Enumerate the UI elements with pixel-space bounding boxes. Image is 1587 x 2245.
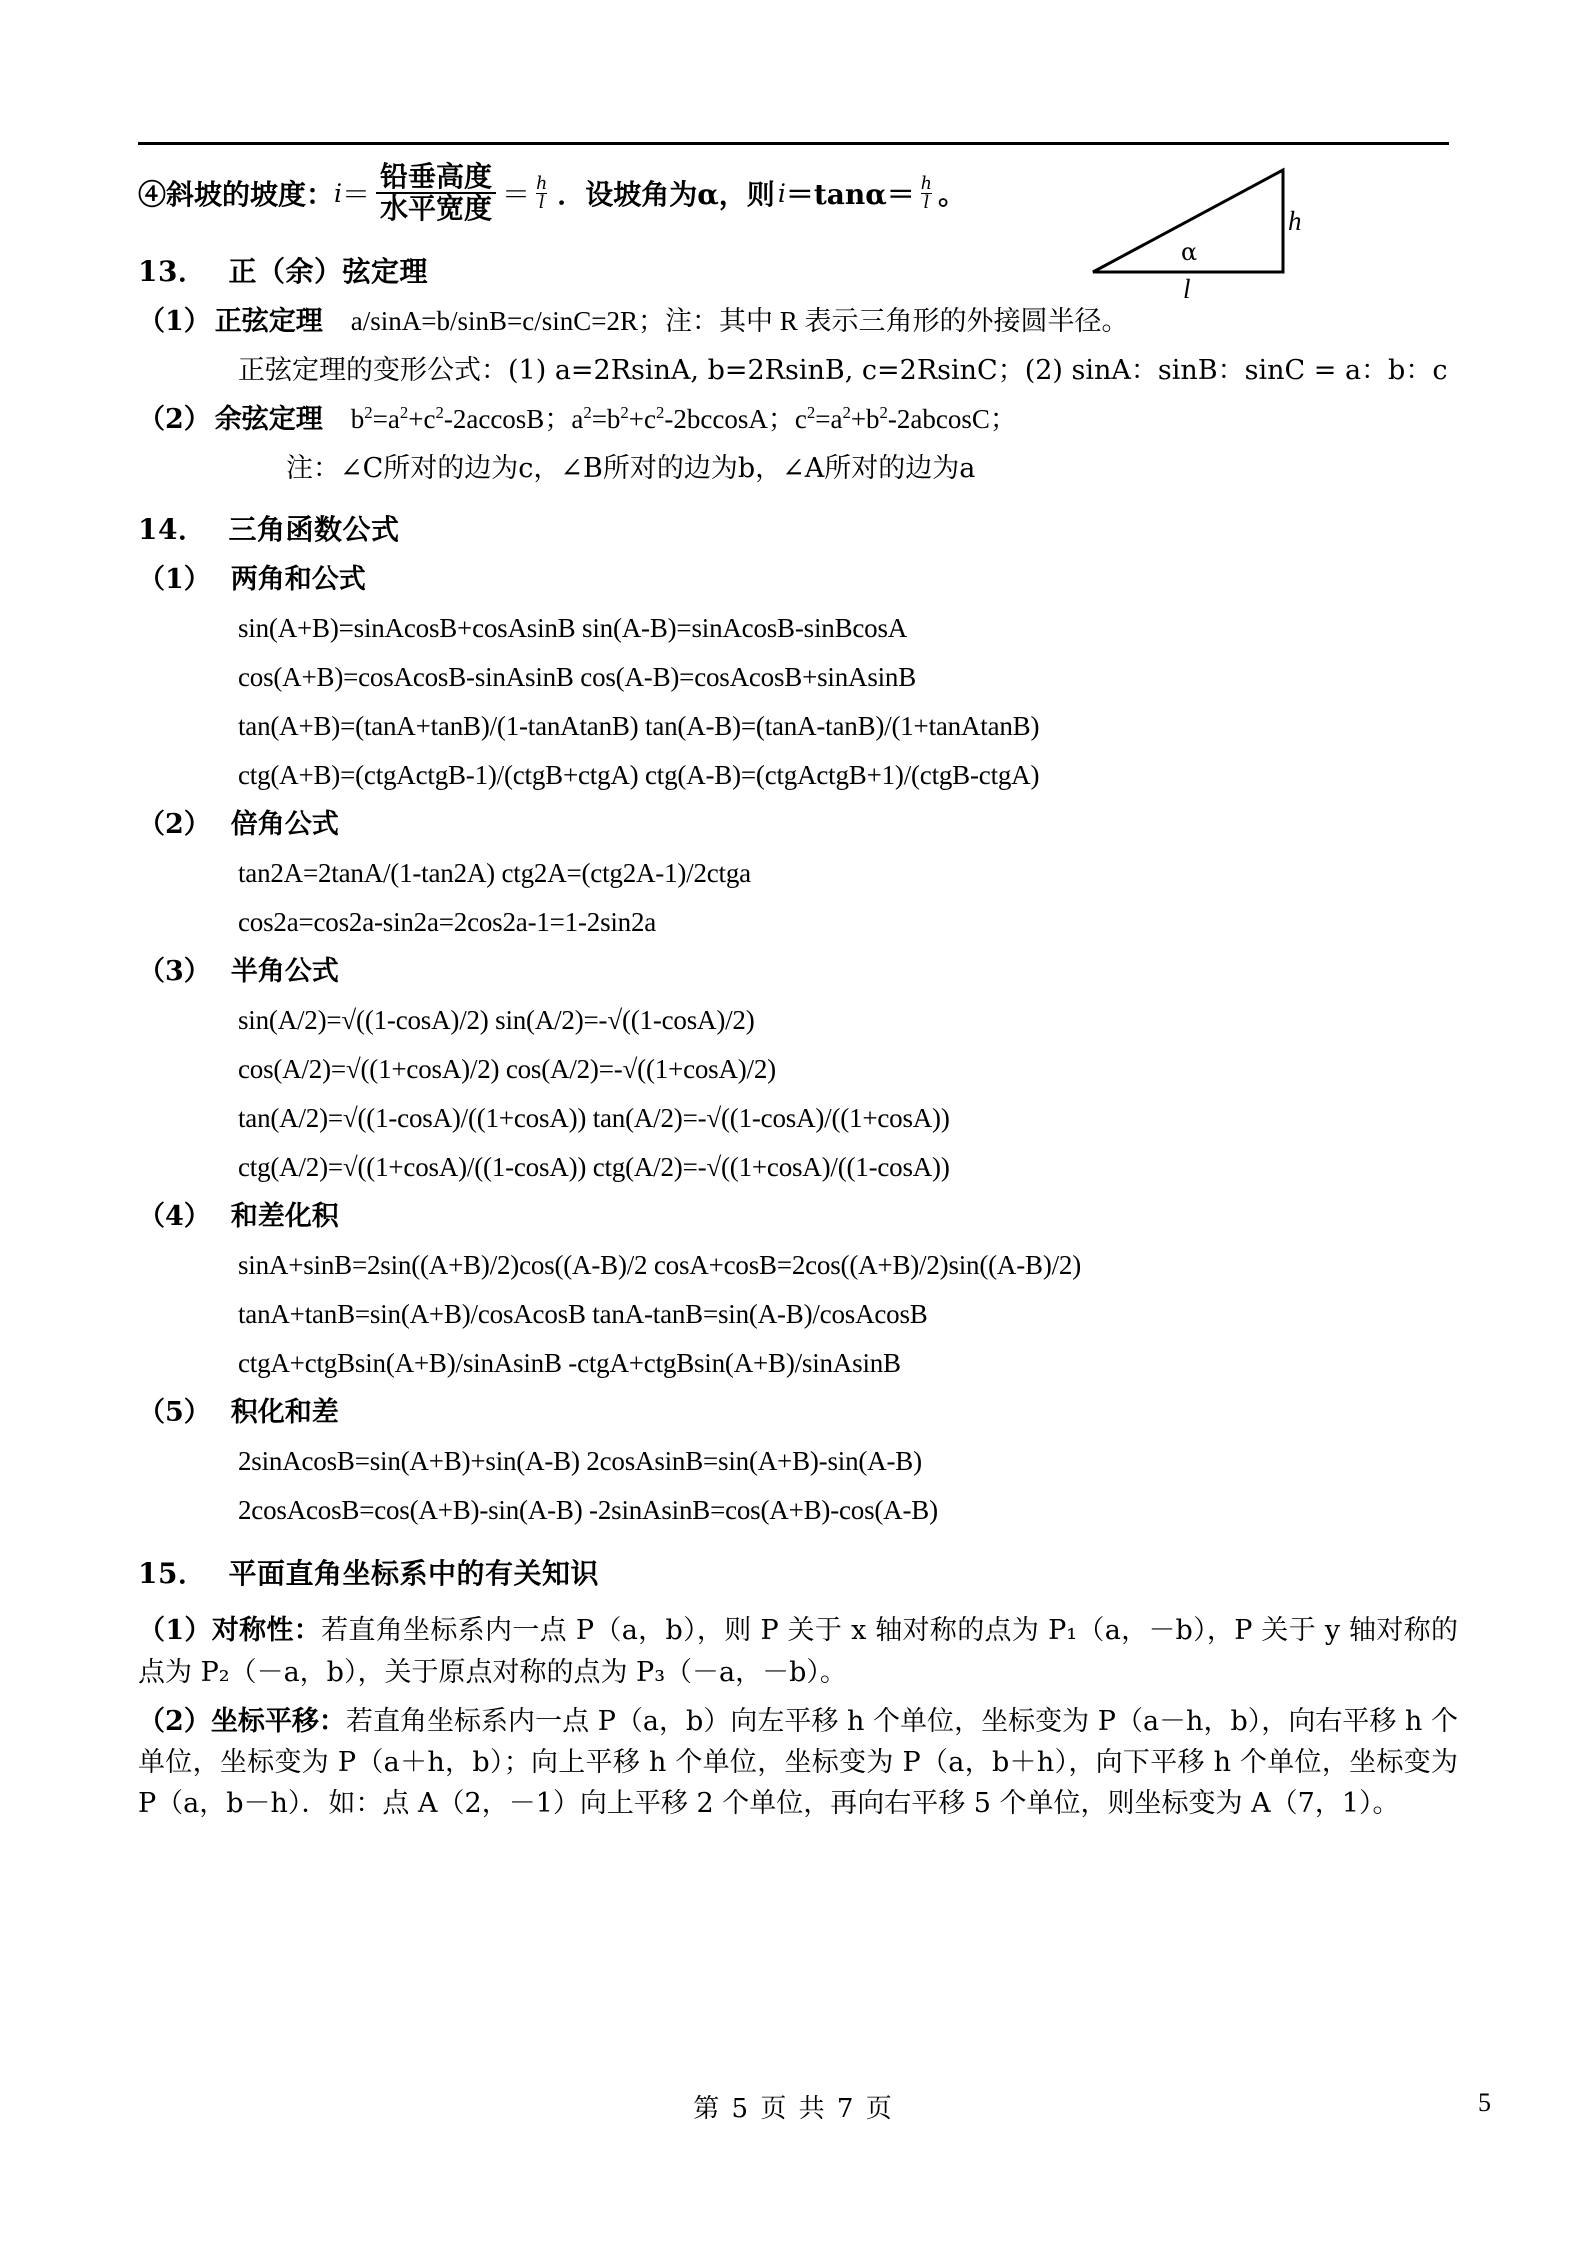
- group-4-line-1: sinA+sinB=2sin((A+B)/2)cos((A-B)/2 cosA+cosB=2cos((A+B)/2)sin((A-B)/2): [238, 1250, 1082, 1281]
- group-5-title: 积化和差: [230, 1397, 339, 1429]
- section-15-heading: [138, 1557, 1458, 1591]
- header-rule: [138, 142, 1449, 145]
- item-2-label: 余弦定理: [214, 404, 323, 436]
- group-3-line-4: ctg(A/2)=√((1+cosA)/((1-cosA)) ctg(A/2)=-√((1+cosA)/((1-cosA)): [238, 1152, 950, 1183]
- footer-page-indicator: 第 5 页 共 7 页: [693, 2094, 894, 2124]
- slope-hl2-num: h: [920, 173, 932, 194]
- section-14-number: 14．: [138, 513, 207, 547]
- section-14-title: 三角函数公式: [228, 513, 400, 547]
- group-4-line-2: tanA+tanB=sin(A+B)/cosAcosB tanA-tanB=sin(A-B)/cosAcosB: [238, 1299, 928, 1330]
- group-4-marker: （4）: [138, 1201, 211, 1233]
- item-2-subline: 注：∠C所对的边为c，∠B所对的边为b，∠A所对的边为a: [286, 453, 976, 485]
- section-13-item-1: [138, 306, 1458, 338]
- slope-eq3: ＝tanα＝: [785, 178, 915, 212]
- item-1-subline: 正弦定理的变形公式：(1) a=2RsinA, b=2RsinB, c=2RsinC；(2) sinA：sinB：sinC = a：b：c: [238, 355, 1448, 387]
- slope-eq2: ＝: [502, 178, 531, 212]
- group-3-line-1: sin(A/2)=√((1-cosA)/2) sin(A/2)=-√((1-cosA)/2): [238, 1005, 755, 1036]
- triangle-label-l: l: [1183, 274, 1191, 304]
- item-1-label: 正弦定理: [214, 306, 323, 338]
- section-14-group-2-heading: [138, 809, 1458, 841]
- group-1-line-4: ctg(A+B)=(ctgActgB-1)/(ctgB+ctgA) ctg(A-B)=(ctgActgB+1)/(ctgB-ctgA): [238, 760, 1040, 791]
- group-3-marker: （3）: [138, 956, 211, 988]
- document-content: [138, 162, 1458, 1824]
- group-3-line-3: tan(A/2)=√((1-cosA)/((1+cosA)) tan(A/2)=-√((1-cosA)/((1+cosA)): [238, 1103, 950, 1134]
- section-13-item-2: [138, 403, 1458, 436]
- item-2-body: $b^2=a^2+c^2-2accosB$；$a^2=b^2+c^2-2bccosA$；$c^2=a^2+b^2-2abcosC$；: [350, 403, 1017, 435]
- triangle-label-alpha: α: [1181, 238, 1198, 266]
- slope-fraction-denominator: 水平宽度: [376, 192, 496, 224]
- section-14-group-3-heading: [138, 956, 1458, 988]
- slope-period: 。: [937, 178, 966, 212]
- group-2-title: 倍角公式: [230, 809, 339, 841]
- section-14-group-5-heading: [138, 1397, 1458, 1429]
- slope-var-i2: i: [777, 178, 786, 208]
- group-1-marker: （1）: [138, 564, 211, 596]
- slope-hl2-den: l: [921, 193, 933, 212]
- section-13-title: 正（余）弦定理: [228, 255, 428, 289]
- group-1-line-2: cos(A+B)=cosAcosB-sinAsinB cos(A-B)=cosAcosB+sinAsinB: [238, 662, 917, 693]
- group-4-line-3: ctgA+ctgBsin(A+B)/sinAsinB -ctgA+ctgBsin(A+B)/sinAsinB: [238, 1348, 901, 1379]
- slope-middle-text: ．设坡角为α，则: [557, 178, 775, 212]
- slope-fraction: [376, 162, 496, 224]
- group-2-marker: （2）: [138, 809, 211, 841]
- item-15-1-text: 若直角坐标系内一点 P（a，b），则 P 关于 x 轴对称的点为 P₁（a，－b），P 关于 y 轴对称的点为 P₂（－a，b），关于原点对称的点为 P₃（－a，－b）。: [138, 1615, 1458, 1688]
- slope-eq1: ＝: [342, 178, 371, 212]
- item-15-2-marker: （2）坐标平移：: [138, 1705, 346, 1737]
- section-13-heading: [138, 255, 1458, 289]
- slope-fraction-numerator: 铅垂高度: [380, 160, 493, 193]
- group-4-title: 和差化积: [230, 1201, 339, 1233]
- slope-hl-den: l: [536, 193, 548, 212]
- group-5-line-2: 2cosAcosB=cos(A+B)-sin(A-B) -2sinAsinB=cos(A+B)-cos(A-B): [238, 1495, 938, 1526]
- group-2-line-2: cos2a=cos2a-sin2a=2cos2a-1=1-2sin2a: [238, 907, 657, 938]
- item-15-2-text: 若直角坐标系内一点 P（a，b）向左平移 h 个单位，坐标变为 P（a－h，b），向右平移 h 个单位，坐标变为 P（a＋h，b）；向上平移 h 个单位，坐标变为 P（a，b＋h），向下平移 h 个单位，坐标变为 P（a，b－h）．如：点 A（2，－1）向上平移 2 个单位，再向右平移 5 个单位，则坐标变为 A（7，1）。: [138, 1705, 1458, 1819]
- group-1-line-3: tan(A+B)=(tanA+tanB)/(1-tanAtanB) tan(A-B)=(tanA-tanB)/(1+tanAtanB): [238, 711, 1040, 742]
- slope-hl-num: h: [536, 173, 548, 194]
- section-13-number: 13．: [138, 255, 207, 289]
- group-3-line-2: cos(A/2)=√((1+cosA)/2) cos(A/2)=-√((1+cosA)/2): [238, 1054, 776, 1085]
- slope-var-i: i: [334, 178, 343, 208]
- section-13-item-1-subline: [238, 355, 1458, 387]
- section-15-item-2: [138, 1701, 1458, 1824]
- section-15-title: 平面直角坐标系中的有关知识: [228, 1557, 599, 1591]
- section-15-number: 15．: [138, 1557, 207, 1591]
- section-14-heading: [138, 513, 1458, 547]
- group-5-line-1: 2sinAcosB=sin(A+B)+sin(A-B) 2cosAsinB=sin(A+B)-sin(A-B): [238, 1446, 922, 1477]
- slope-prefix: ④斜坡的坡度：: [138, 178, 335, 212]
- slope-formula-line: [138, 162, 1458, 224]
- item-1-marker: （1）: [138, 306, 211, 338]
- item-1-body: a/sinA=b/sinB=c/sinC=2R；注：其中 R 表示三角形的外接圆半径。: [350, 306, 1129, 337]
- group-3-title: 半角公式: [230, 956, 339, 988]
- group-5-marker: （5）: [138, 1397, 211, 1429]
- section-15-item-1: [138, 1610, 1458, 1692]
- slope-hl-fraction-2: [918, 175, 935, 212]
- slope-hl-fraction: [533, 175, 550, 212]
- section-14-group-1-heading: [138, 564, 1458, 596]
- item-15-1-marker: （1）对称性：: [138, 1615, 322, 1647]
- group-2-line-1: tan2A=2tanA/(1-tan2A) ctg2A=(ctg2A-1)/2ctga: [238, 858, 751, 889]
- group-1-title: 两角和公式: [230, 564, 366, 596]
- footer-page-number: 5: [1478, 2088, 1491, 2117]
- section-14-group-4-heading: [138, 1201, 1458, 1233]
- item-2-marker: （2）: [138, 404, 211, 436]
- group-1-line-1: sin(A+B)=sinAcosB+cosAsinB sin(A-B)=sinAcosB-sinBcosA: [238, 613, 908, 644]
- triangle-label-h: h: [1288, 206, 1302, 236]
- section-13-item-2-subline: [286, 453, 1458, 485]
